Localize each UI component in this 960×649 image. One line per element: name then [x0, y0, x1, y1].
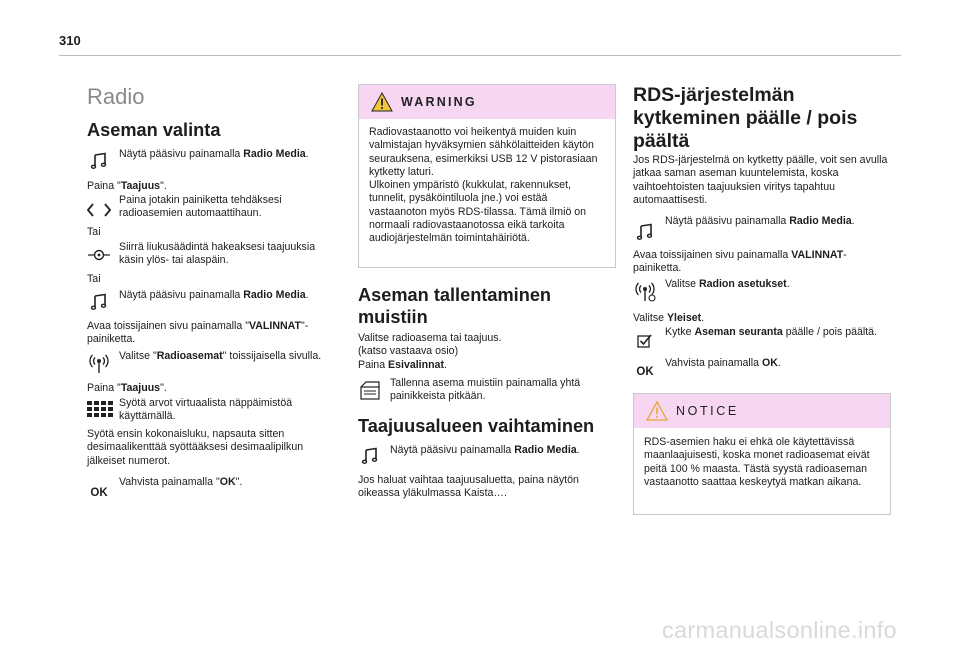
taajuus-text: Jos haluat vaihtaa taajuusaluetta, paina näytön oikeassa yläkulmassa Kaista….	[358, 474, 579, 500]
keyboard-icon	[87, 400, 115, 420]
warning-title: WARNING	[401, 95, 477, 109]
warning-triangle-icon	[371, 92, 393, 117]
notice-triangle-icon	[646, 401, 668, 426]
step-radio-media-1: Näytä pääsivu painamalla Radio Media.	[87, 147, 342, 177]
tallennus-text: Valitse radioasema tai taajuus. (katso vastaava osio) Paina Esivalinnat.	[358, 332, 502, 371]
tai-1: Tai	[87, 226, 101, 238]
warning-header	[359, 85, 615, 119]
step-slider: Siirrä liukusäädintä hakeaksesi taajuuksia käsin ylös- tai alaspäin.	[87, 240, 342, 270]
warning-box	[358, 84, 616, 268]
avaa-valinnat-2: Avaa toissijainen sivu painamalla VALINNAT-painiketta.	[633, 249, 847, 275]
paina-taajuus-2: Paina "Taajuus".	[87, 382, 167, 394]
music-note-icon	[87, 292, 111, 312]
checkbox-icon	[633, 331, 657, 351]
step-ok-2: OK Vahvista painamalla OK.	[633, 356, 891, 380]
warning-text: Radiovastaanotto voi heikentyä muiden kuin valmistajan hyväksymien sähkölaitteiden käytön seurauksena, esimerkiksi USB 12 V pistorasiaan kytketty laturi. Ulkoinen ympäristö (kukkulat, rakennukset, tunnelit, pysäköintiluola jne.) voi estää vastaanoton myös RDS-tilassa. Tämä ilmiö on normaali radiovastaanotossa eikä tarkoita audiojärjestelmän toimintahäiriötä.	[369, 126, 598, 245]
heading-aseman-valinta: Aseman valinta	[87, 120, 221, 140]
heading-rds: RDS-järjestelmän kytkeminen päälle / pois päältä	[633, 84, 858, 152]
step-ok: OK Vahvista painamalla "OK".	[87, 475, 342, 503]
music-note-icon	[633, 222, 657, 242]
notice-box	[633, 393, 891, 515]
radio-antenna-icon	[87, 353, 111, 373]
step-auto-search: Paina jotakin painiketta tehdäksesi radioasemien automaattihaun.	[87, 193, 342, 223]
step-presets: Tallenna asema muistiin painamalla yhtä painikkeista pitkään.	[358, 376, 616, 406]
notice-text: RDS-asemien haku ei ehkä ole käytettävissä maanlaajuisesti, koska monet radioasemat eivät peitä 100 % maasta. Tästä syystä radioaseman vastaanotto saattaa keskeytyä matkan aikana.	[644, 436, 870, 488]
step-radion-asetukset: Valitse Radion asetukset.	[633, 277, 891, 305]
avaa-valinnat-1: Avaa toissijainen sivu painamalla "VALINNAT"-painiketta.	[87, 320, 309, 346]
tai-2: Tai	[87, 273, 101, 285]
valitse-yleiset: Valitse Yleiset.	[633, 312, 705, 324]
music-note-icon	[87, 151, 111, 171]
syota-text: Syötä ensin kokonaisluku, napsauta sitten desimaalikenttää syöttääksesi desimaalipilkun jälkeiset numerot.	[87, 428, 304, 467]
notice-header	[634, 394, 890, 428]
preset-save-icon	[358, 381, 382, 401]
step-radio-media-3: Näytä pääsivu painamalla Radio Media.	[358, 443, 616, 469]
chevrons-left-right-icon	[87, 200, 111, 220]
step-radio-media-4: Näytä pääsivu painamalla Radio Media.	[633, 214, 891, 244]
step-radioasemat: Valitse "Radioasemat" toissijaisella sivulla.	[87, 349, 342, 379]
page-number: 310	[59, 33, 81, 48]
ok-icon: OK	[636, 366, 654, 378]
slider-tune-icon	[87, 245, 111, 265]
heading-taajuusalueen-vaihtaminen: Taajuusalueen vaihtaminen	[358, 416, 595, 436]
step-keyboard: Syötä arvot virtuaalista näppäimistöä käyttämällä.	[87, 396, 342, 424]
ok-icon: OK	[90, 487, 108, 499]
music-note-icon	[358, 446, 382, 466]
heading-aseman-tallentaminen: Aseman tallentaminen muistiin	[358, 285, 552, 327]
notice-title: NOTICE	[676, 404, 739, 418]
step-aseman-seuranta: Kytke Aseman seuranta päälle / pois päältä.	[633, 325, 891, 355]
radio-settings-icon	[633, 281, 657, 301]
paina-taajuus-1: Paina "Taajuus".	[87, 180, 167, 192]
header-divider	[59, 55, 901, 56]
step-radio-media-2: Näytä pääsivu painamalla Radio Media.	[87, 288, 342, 316]
watermark: carmanualsonline.info	[662, 617, 897, 643]
section-title: Radio	[87, 84, 145, 109]
rds-intro: Jos RDS-järjestelmä on kytketty päälle, voit sen avulla jatkaa saman aseman kuuntelemista, koska vaihtoehtoisten taajuuksien viritys tapahtuu automaattisesti.	[633, 154, 888, 206]
